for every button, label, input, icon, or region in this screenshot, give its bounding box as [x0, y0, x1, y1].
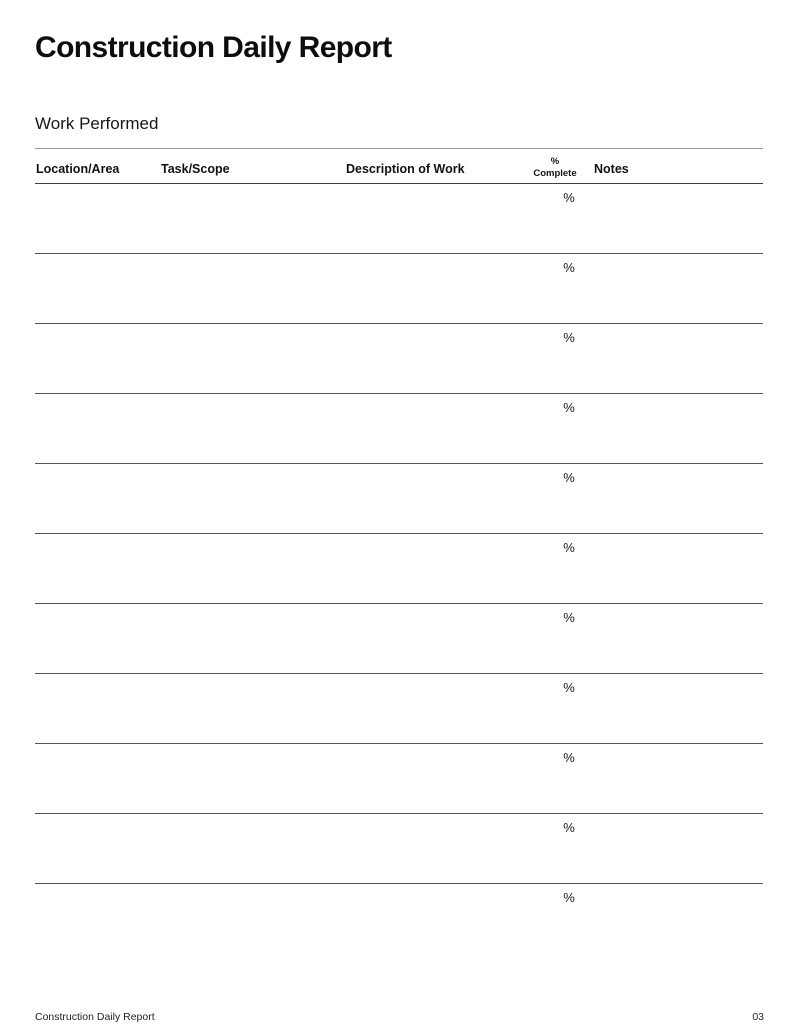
table-row[interactable]: [35, 394, 763, 464]
column-header-complete-word: Complete: [533, 167, 577, 179]
column-header-percent-symbol: %: [550, 156, 560, 167]
table-header-row: [35, 149, 763, 184]
cell-percent-complete[interactable]: %: [563, 610, 575, 625]
table-row[interactable]: [35, 324, 763, 394]
footer-page-number: 03: [752, 1011, 764, 1023]
table-row[interactable]: [35, 604, 763, 674]
cell-percent-complete[interactable]: %: [563, 470, 575, 485]
work-performed-table: [35, 148, 763, 954]
cell-percent-complete[interactable]: %: [563, 400, 575, 415]
column-header-percent-complete: [501, 156, 609, 179]
footer-document-name: Construction Daily Report: [35, 1011, 155, 1023]
cell-percent-complete[interactable]: %: [563, 330, 575, 345]
table-row[interactable]: [35, 744, 763, 814]
cell-percent-complete[interactable]: %: [563, 540, 575, 555]
column-header-description-of-work: Description of Work: [346, 162, 465, 176]
table-body: [35, 184, 763, 954]
column-header-location-area: Location/Area: [36, 162, 120, 176]
table-row[interactable]: [35, 814, 763, 884]
cell-percent-complete[interactable]: %: [563, 260, 575, 275]
cell-percent-complete[interactable]: %: [563, 750, 575, 765]
table-row[interactable]: [35, 254, 763, 324]
section-heading-work-performed: Work Performed: [35, 114, 159, 133]
cell-percent-complete[interactable]: %: [563, 680, 575, 695]
cell-percent-complete[interactable]: %: [563, 190, 575, 205]
table-row[interactable]: [35, 464, 763, 534]
cell-percent-complete[interactable]: %: [563, 890, 575, 905]
page-title: Construction Daily Report: [35, 31, 392, 64]
table-row[interactable]: [35, 674, 763, 744]
column-header-task-scope: Task/Scope: [161, 162, 230, 176]
cell-percent-complete[interactable]: %: [563, 820, 575, 835]
table-row[interactable]: [35, 534, 763, 604]
table-row[interactable]: [35, 184, 763, 254]
column-header-notes: Notes: [594, 162, 629, 176]
table-row[interactable]: [35, 884, 763, 954]
